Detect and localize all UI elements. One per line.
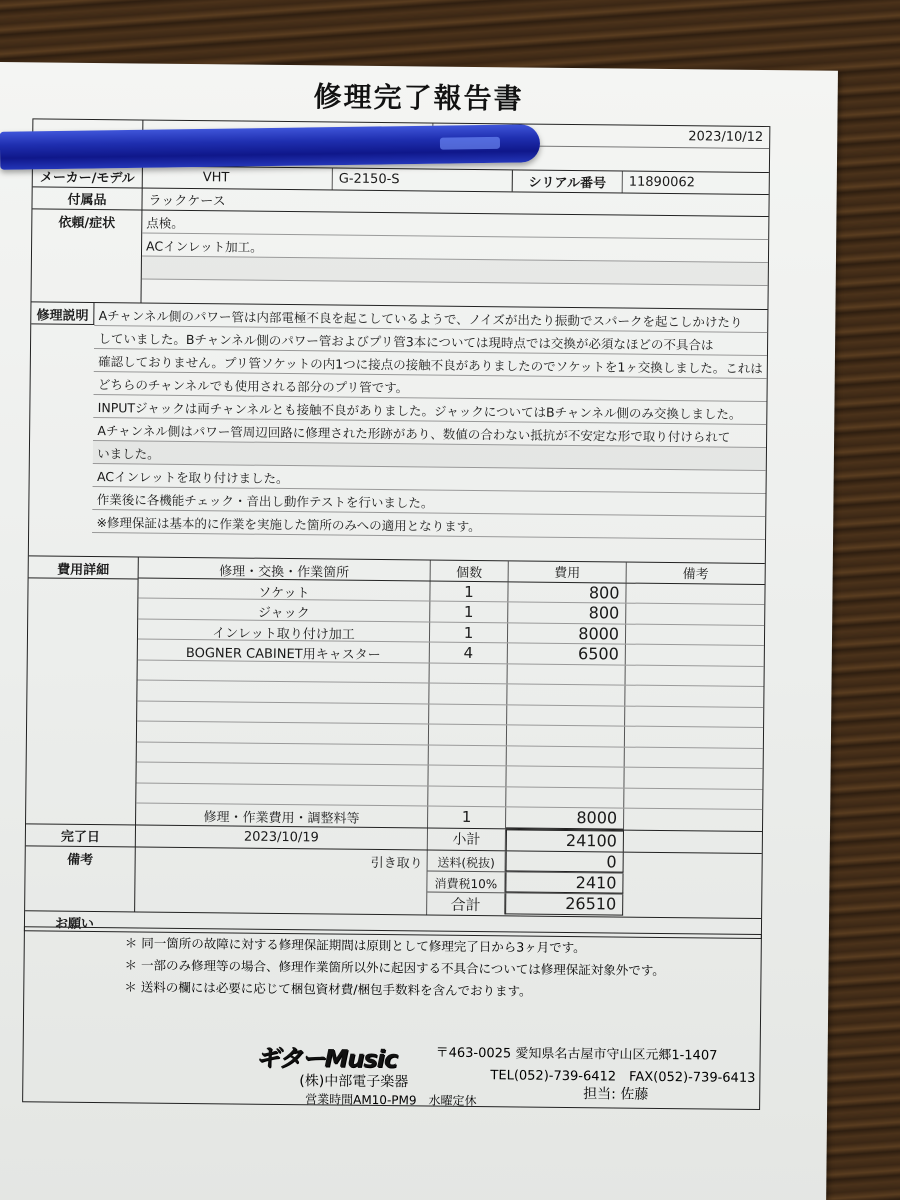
ballpoint-pen — [0, 124, 540, 170]
report-date: 2023/10/12 — [688, 129, 764, 145]
model: G-2150-S — [333, 168, 513, 191]
cost-row: BOGNER CABINET用キャスター 4 6500 — [138, 639, 764, 666]
accessories: ラックケース — [148, 193, 226, 210]
notice-footer — [22, 926, 762, 1110]
repair-line: ※修理保証は基本的に作業を実施した箇所のみへの適用となります。 — [92, 510, 765, 540]
remarks-totals-block: 備考 引き取り 送料(税抜) 0 消費税10% 2410 合計 26510 — [25, 846, 762, 918]
repair-line: いました。 — [93, 441, 766, 471]
notice-item: ＊ 同一箇所の故障に対する修理保証期間は原則として修理完了日から3ヶ月です。 — [124, 935, 586, 956]
shipping: 0 — [506, 851, 624, 872]
cost-table — [136, 557, 765, 830]
repair-line: Aチャンネル側のパワー管は内部電極不良を起こしているようで、ノイズが出たり振動でスパークを起こしかけたり — [95, 303, 768, 333]
cost-row: ジャック 1 800 — [138, 598, 764, 625]
tax-row: 消費税10% 2410 — [427, 871, 623, 894]
pickup-note: 引き取り — [135, 847, 428, 914]
repair-line: INPUTジャックは両チャンネルとも接触不良がありました。ジャックについてはBチャンネル側のみ交換しました。 — [94, 395, 767, 425]
shop-company: (株)中部電子楽器 — [299, 1073, 409, 1091]
completion-row: 完了日 2023/10/19 小計 24100 — [26, 824, 762, 854]
shop-address: 〒463-0025 愛知県名古屋市守山区元郷1-1407 — [435, 1045, 718, 1064]
repair-line: ACインレットを取り付けました。 — [93, 464, 766, 494]
maker-model-row: メーカー/モデル VHT G-2150-S シリアル番号 11890062 — [33, 165, 769, 195]
repair-report-sheet — [0, 62, 838, 1200]
repair-line: どちらのチャンネルでも使用される部分のプリ管です。 — [94, 372, 767, 402]
repair-line: していました。Bチャンネル側のパワー管およびプリ管3本については現時点では交換が必須なほどの不具合は — [94, 326, 767, 356]
staff-name: 担当: 佐藤 — [583, 1086, 649, 1103]
cost-row-labor: 修理・作業費用・調整料等 1 8000 — [136, 803, 762, 830]
subtotal: 24100 — [506, 829, 624, 851]
total-row: 合計 26510 — [427, 892, 623, 915]
cost-row: ソケット 1 800 — [138, 578, 764, 605]
request-block: 依頼/症状 点検。 ACインレット加工。 — [31, 209, 768, 310]
notice-item: ＊ 一部のみ修理等の場合、修理作業箇所以外に起因する不具合については修理保証対象外です。 — [124, 957, 665, 979]
tax: 2410 — [505, 872, 623, 893]
repair-line: 作業後に各機能チェック・音出し動作テストを行いました。 — [93, 487, 766, 517]
report-table — [24, 118, 770, 938]
notice-item: ＊ 送料の欄には必要に応じて梱包資材費/梱包手数料を含んでおります。 — [124, 979, 532, 999]
request-line: 点検。 — [142, 210, 768, 240]
request-line: ACインレット加工。 — [142, 233, 768, 263]
cost-detail-block: 費用詳細 修理・交換・作業箇所 個数 費用 備考 ソケット 1 800 ジャック 1 800 インレット取り付け加工 1 8000 BOGNER CABINET用キャスター 4 6500 修理・作業費用・調整料等 1 8000 — [26, 556, 765, 831]
document-title: 修理完了報告書 — [313, 80, 524, 116]
shop-logo: ギターMusic — [255, 1043, 398, 1074]
shop-hours: 営業時間AM10-PM9 水曜定休 — [305, 1092, 477, 1109]
serial-number: 11890062 — [628, 174, 696, 191]
accessories-row: 付属品 ラックケース — [32, 187, 768, 217]
cost-header: 修理・交換・作業箇所 個数 費用 備考 — [139, 557, 765, 584]
maker: VHT — [143, 167, 333, 190]
repair-description-block: 修理説明 Aチャンネル側のパワー管は内部電極不良を起こしているようで、ノイズが出たり振動でスパークを起こしかけたり していました。Bチャンネル側のパワー管およびプリ管3本については現時点では交換が必須なほどの不具合は 確認しておりません。プリ管ソケットの内1つに接点の接触不良がありましたのでソケットを1ヶ交換しました。これは どちらのチャンネルでも使用される部分のプリ管です。 INPUTジャックは両チャンネルとも接触不良がありました。ジャックについてはBチャンネル側のみ交換しました。 Aチャンネル側はパワー管周辺回路に修理された形跡があり、数値の合わない抵抗が不安定な形で取り付けられて いました。 ACインレットを取り付けました。 作業後に各機能チェック・音出し動作テストを行いました。 ※修理保証は基本的に作業を実施した箇所のみへの適用となります。 — [29, 302, 768, 564]
shop-phone: TEL(052)-739-6412 FAX(052)-739-6413 — [490, 1068, 756, 1086]
shipping-row: 送料(税抜) 0 — [428, 850, 624, 873]
repair-line: 確認しておりません。プリ管ソケットの内1つに接点の接触不良がありましたのでソケットを1ヶ交換しました。これは — [94, 349, 767, 379]
completion-date: 2023/10/19 — [136, 825, 428, 849]
total: 26510 — [505, 893, 623, 915]
notice-label: お願い — [25, 910, 761, 938]
repair-line: Aチャンネル側はパワー管周辺回路に修理された形跡があり、数値の合わない抵抗が不安定な形で取り付けられて — [93, 418, 766, 448]
cost-row: インレット取り付け加工 1 8000 — [138, 619, 764, 646]
